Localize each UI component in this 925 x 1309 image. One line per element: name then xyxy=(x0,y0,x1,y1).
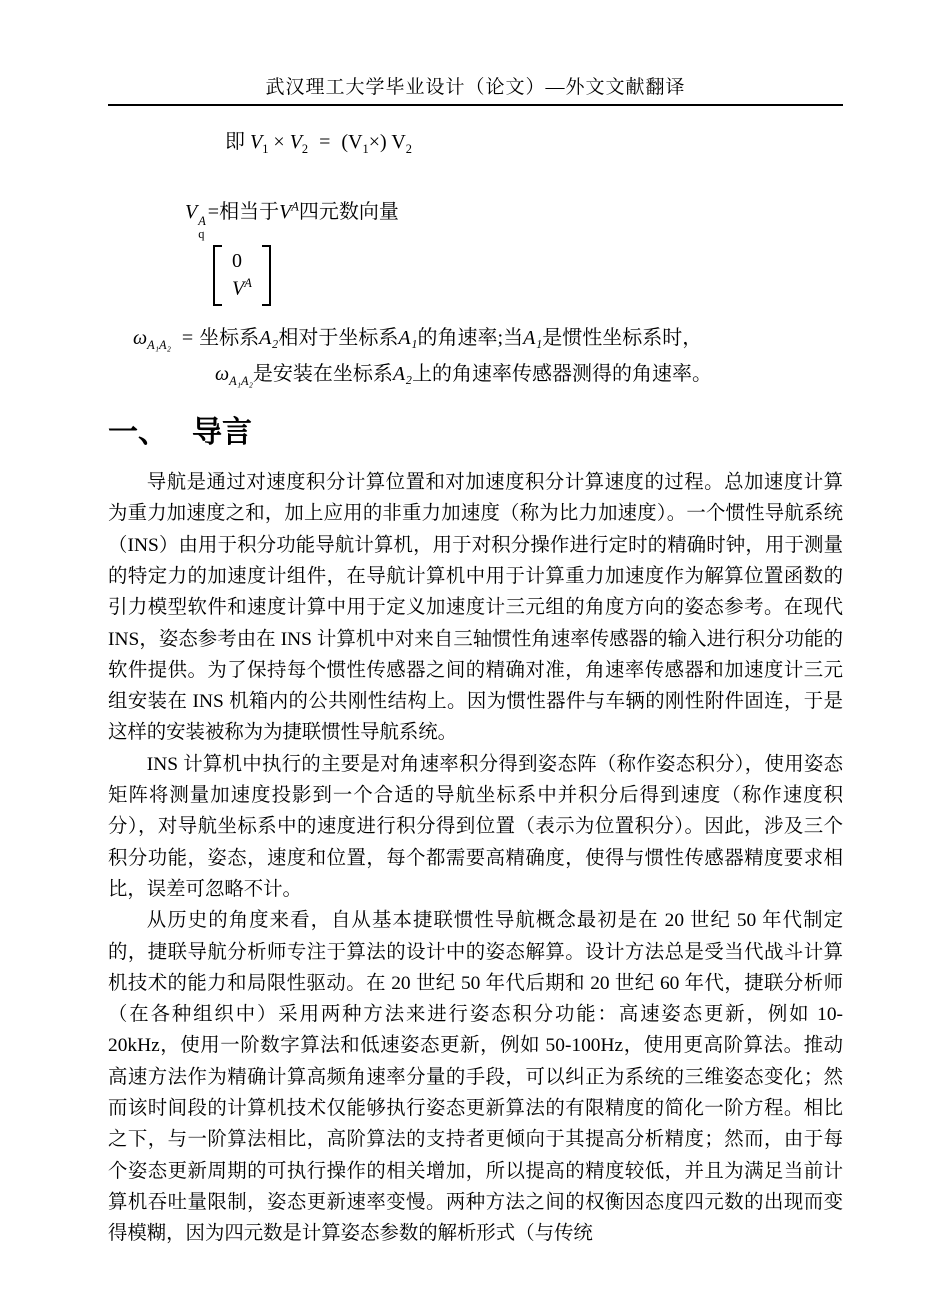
math-var: ω xyxy=(215,363,230,386)
math-equals: = xyxy=(319,131,331,153)
math-sub: 2 xyxy=(405,142,412,156)
math-text: 即 xyxy=(225,131,245,153)
math-var: V xyxy=(391,131,406,153)
math-text: 上的角速率传感器测得的角速率。 xyxy=(412,363,713,386)
section-title: 导言 xyxy=(192,415,252,449)
body-text xyxy=(108,467,843,1249)
math-var: ω xyxy=(133,326,148,349)
math-sub: 1 xyxy=(362,142,369,156)
math-sub: A₁A₂ xyxy=(229,374,253,389)
math-var: V xyxy=(250,131,263,153)
math-equals: = xyxy=(181,326,194,349)
paragraph-3: 从历史的角度来看，自从基本捷联惯性导航概念最初是在 20 世纪 50 年代制定的，捷联导航分析师专注于算法的设计中的姿态解算。设计方法总是受当代战斗计算机技术的能力和局限性驱动。在 20 世纪 50 年代后期和 20 世纪 60 年代，捷联分析师（在各种组织中）采用两种方法来进行姿态积分功能：高速姿态更新，例如 10-20kHz，使用一阶数字算法和低速姿态更新，例如 50-100Hz，使用更高阶算法。推动高速方法作为精确计算高频角速率分量的手段，可以纠正为系统的三维姿态变化；然而该时间段的计算机技术仅能够执行姿态更新算法的有限精度的简化一阶方程。相比之下，与一阶算法相比，高阶算法的支持者更倾向于其提高分析精度；然而，由于每个姿态更新周期的可执行操作的相关增加，所以提高的精度较低，并且为满足当前计算机吞吐量限制，姿态更新速率变慢。两种方法之间的权衡因态度四元数的出现而变得模糊，因为四元数是计算姿态参数的解析形式（与传统 xyxy=(108,910,843,1245)
header-title: 武汉理工大学毕业设计（论文）—外文文献翻译 xyxy=(265,77,686,98)
math-operator: × xyxy=(368,131,381,153)
math-var: A₂ xyxy=(392,363,413,386)
math-sup: A xyxy=(244,276,252,291)
math-var: V xyxy=(348,131,363,153)
math-text: 四元数向量 xyxy=(298,201,399,224)
formula-matrix xyxy=(213,245,843,314)
omega-definition-line-1 xyxy=(133,324,843,354)
page-header xyxy=(0,72,925,106)
formula-cross-product xyxy=(225,128,843,158)
math-paren: ) xyxy=(380,131,387,153)
math-var: A₁ xyxy=(398,326,418,349)
math-text: 是惯性坐标系时， xyxy=(542,326,703,349)
math-var: V xyxy=(289,131,302,153)
omega-definition-line-2 xyxy=(215,360,843,390)
matrix-right-bracket xyxy=(262,245,271,306)
matrix-cell: 0 xyxy=(232,250,242,273)
matrix-column xyxy=(222,245,262,306)
math-text: 是安装在坐标系 xyxy=(252,363,393,386)
math-var: A₂ xyxy=(259,326,279,349)
matrix-left-bracket xyxy=(213,245,222,306)
quaternion-column-matrix xyxy=(213,245,271,306)
section-number: 一、 xyxy=(108,415,168,449)
math-operator: × xyxy=(273,131,285,153)
section-heading xyxy=(108,413,843,454)
math-text: 坐标系 xyxy=(199,326,260,349)
math-text: 相当于 xyxy=(219,201,280,224)
math-var: V xyxy=(279,201,292,224)
math-sup: A xyxy=(291,199,299,214)
math-paren: ( xyxy=(341,131,349,153)
math-equals: = xyxy=(207,201,220,224)
math-supsub xyxy=(198,215,206,241)
math-var: A₁ xyxy=(523,326,543,349)
matrix-cell xyxy=(232,275,252,303)
math-sub: 2 xyxy=(301,142,309,156)
math-sub: 1 xyxy=(262,142,269,156)
paragraph-1: 导航是通过对速度积分计算位置和对加速度积分计算速度的过程。总加速度计算为重力加速度之和，加上应用的非重力加速度（称为比力加速度）。一个惯性导航系统（INS）由用于积分功能导航计算机，用于对积分操作进行定时的精确时钟，用于测量的特定力的加速度计组件，在导航计算机中用于计算重力加速度作为解算位置函数的引力模型软件和速度计算中用于定义加速度计三元组的角度方向的姿态参考。在现代 INS，姿态参考由在 INS 计算机中对来自三轴惯性角速率传感器的输入进行积分功能的软件提供。为了保持每个惯性传感器之间的精确对准，角速率传感器和加速度计三元组安装在 INS 机箱内的公共刚性结构上。因为惯性器件与车辆的刚性附件固连，于是这样的安装被称为为捷联惯性导航系统。 xyxy=(108,472,843,744)
math-text: 相对于坐标系 xyxy=(278,326,399,349)
math-var: V xyxy=(185,201,198,224)
math-sub: A₁A₂ xyxy=(147,337,171,352)
math-var: V xyxy=(232,277,245,300)
math-text: 的角速率;当 xyxy=(417,326,524,349)
formula-quaternion-vector xyxy=(185,198,843,241)
math-sup: A xyxy=(198,214,206,229)
document-body xyxy=(0,128,925,1250)
header-rule xyxy=(108,104,843,106)
paragraph-2: INS 计算机中执行的主要是对角速率积分得到姿态阵（称作姿态积分），使用姿态矩阵将测量加速度投影到一个合适的导航坐标系中并积分后得到速度（称作速度积分），对导航坐标系中的速度进行积分得到位置（表示为位置积分）。因此，涉及三个积分功能，姿态，速度和位置，每个都需要高精确度，使得与惯性传感器精度要求相比，误差可忽略不计。 xyxy=(108,753,843,900)
math-sub: q xyxy=(198,227,205,242)
